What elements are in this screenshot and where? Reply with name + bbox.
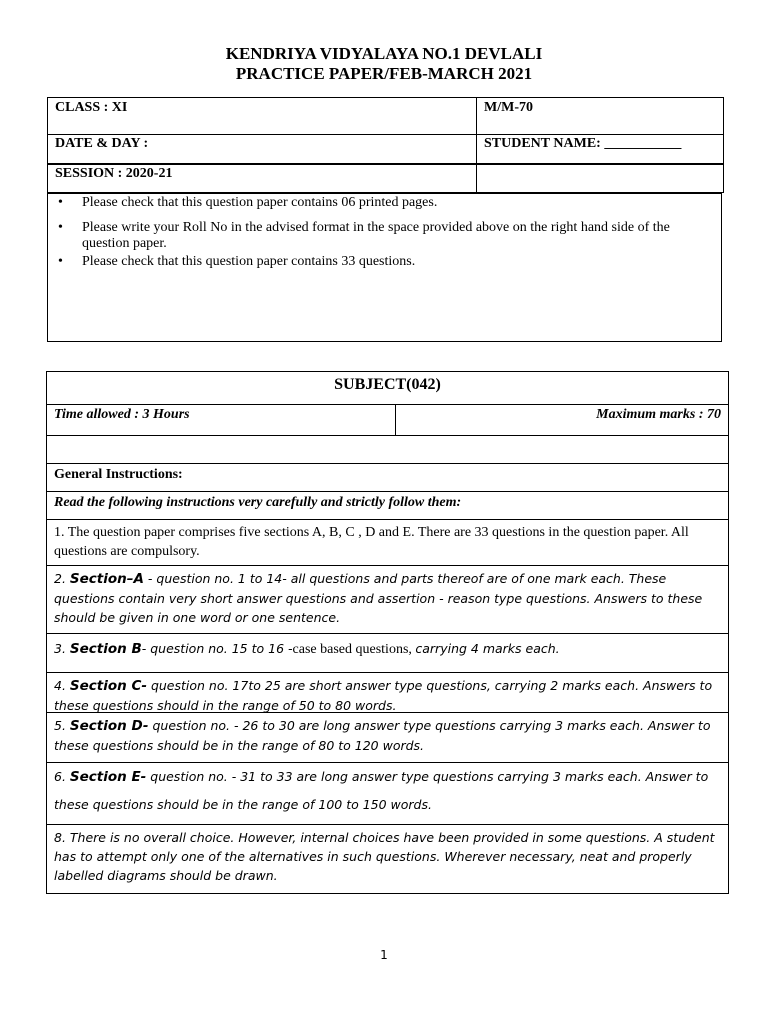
class-cell: CLASS : XI [47,97,477,135]
paper-notes-box [47,193,722,342]
info-row-1 [47,97,724,135]
section-b-label: Section B [69,641,142,657]
instruction-text: question no. 17to 25 are short answer type questions, carrying 2 marks each. Answers to these questions should in the range of 50 to 80 words. [54,678,713,713]
instruction-5 [46,712,729,762]
session-cell: SESSION : 2020-21 [47,163,477,193]
instruction-8: 8. There is no overall choice. However, internal choices have been provided in some questions. A student has to attempt only one of the alternatives in such questions. Wherever necessary, neat and properly labelled diagrams should be drawn. [46,824,729,894]
page-number: 1 [380,948,388,962]
instruction-text: - question no. 1 to 14- all questions and parts thereof are of one mark each. These questions contain very short answer questions and assertion - reason type questions. Answers to these should be given in one word or one sentence. [54,571,703,625]
instruction-number: 2. [54,571,70,586]
instruction-text: question no. - 26 to 30 are long answer type questions carrying 3 marks each. Answer to these questions should be in the range of 80 to 120 words. [54,718,711,753]
note-item: • Please check that this question paper contains 06 printed pages. [82,195,712,211]
note-item: • Please check that this question paper contains 33 questions. [82,254,712,270]
paper-title: PRACTICE PAPER/FEB-MARCH 2021 [235,64,533,83]
info-row-2 [47,134,724,165]
student-name-cell: STUDENT NAME: ___________ [477,134,724,165]
marks-cell: M/M-70 [477,97,724,135]
section-a-label: Section–A [69,571,144,587]
section-c-label: Section C- [69,678,147,694]
maximum-marks: Maximum marks : 70 [596,407,721,422]
instruction-text: these questions should be in the range of 100 to 150 words. [54,797,432,812]
section-d-label: Section D- [69,718,149,734]
instruction-6 [46,762,729,824]
instruction-number: 4. [54,678,70,693]
blank-row [46,435,729,463]
instruction-text: carrying 4 marks each. [415,641,560,656]
section-e-label: Section E- [69,769,147,785]
instruction-1: 1. The question paper comprises five sections A, B, C , D and E. There are 33 questions in the question paper. All questions are compulsory. [46,519,729,565]
instruction-number: 5. [54,718,70,733]
instruction-text: question no. - 31 to 33 are long answer type questions carrying 3 marks each. Answer to [146,769,709,784]
time-marks-row [46,404,729,435]
info-row-3 [47,163,724,193]
general-instructions-heading: General Instructions: [46,463,729,491]
empty-cell [477,163,724,193]
instruction-text: - question no. 15 to 16 - [141,641,293,656]
date-day-cell: DATE & DAY : [47,134,477,165]
read-instructions-line: Read the following instructions very carefully and strictly follow them: [46,491,729,519]
instruction-line [54,767,721,787]
note-item: • Please write your Roll No in the advised format in the space provided above on the right hand side of the question paper. [82,220,712,252]
instruction-4 [46,672,729,712]
instruction-number: 3. [54,641,70,656]
instruction-2 [46,565,729,633]
instruction-number: 6. [54,769,70,784]
instruction-3 [46,633,729,672]
instruction-text-plain: case based questions, [292,642,416,657]
subject-title: SUBJECT(042) [46,371,729,404]
school-title: KENDRIYA VIDYALAYA NO.1 DEVLALI [225,44,543,63]
time-allowed: Time allowed : 3 Hours [47,405,396,435]
